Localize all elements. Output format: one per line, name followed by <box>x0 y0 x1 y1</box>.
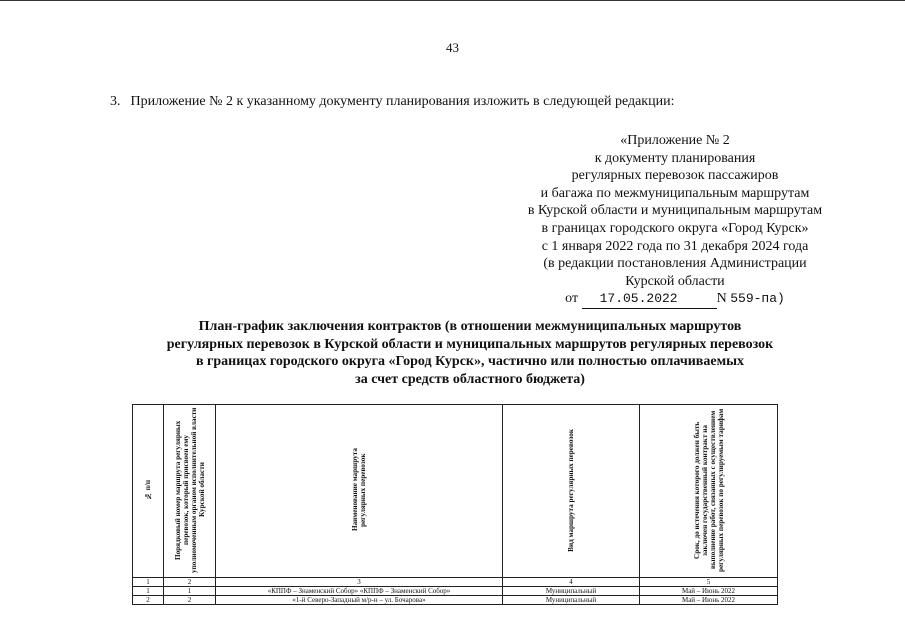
column-header: Вид маршрута регулярных перевозок <box>503 405 640 578</box>
annex-line: и багажа по межмуниципальным маршрутам <box>540 185 810 201</box>
column-number: 2 <box>164 578 216 587</box>
table-cell: 1 <box>133 587 164 596</box>
column-header: Наименование маршрута регулярных перевозок <box>216 405 503 578</box>
annex-line: в границах городского округа «Город Курск» <box>541 220 809 236</box>
table-row <box>133 587 778 596</box>
column-number-row <box>133 578 778 587</box>
table-cell: 1 <box>164 587 216 596</box>
annex-line: «Приложение № 2 <box>620 133 730 148</box>
annex-line: (в редакции постановления Администрации <box>543 256 807 272</box>
column-number: 1 <box>133 578 164 587</box>
column-number: 5 <box>640 578 778 587</box>
column-header: № п/п <box>133 405 164 578</box>
annex-line: регулярных перевозок пассажиров <box>571 168 779 184</box>
annex-date-line <box>480 290 870 309</box>
document-title <box>100 318 840 388</box>
table-cell: Май – Июнь 2022 <box>640 587 778 596</box>
annex-header <box>480 132 870 309</box>
column-header: Порядковый номер маршрута регулярных перевозок, который присвоен ему уполномоченным органом исполнительной власти Курской области <box>164 405 216 578</box>
annex-line: с 1 января 2022 года по 31 декабря 2024 года <box>541 238 809 254</box>
column-number: 3 <box>216 578 503 587</box>
contract-schedule-table <box>132 404 778 605</box>
table-header-row <box>133 405 778 578</box>
annex-line: Курской области <box>625 273 725 289</box>
number-prefix: N <box>716 291 727 307</box>
table-cell: Муниципальный <box>503 587 640 596</box>
title-line: в границах городского округа «Город Курск», частично или полностью оплачиваемых <box>195 354 745 369</box>
column-header: Срок, до истечения которого должен быть заключен государственный контракт на выполнение работ, связанных с осуществлением регулярных перевозок по регулируемым тарифам <box>640 405 778 578</box>
table-row <box>133 596 778 605</box>
table-cell: Муниципальный <box>503 596 640 605</box>
page-top-edge <box>0 0 905 1</box>
table-cell: 2 <box>164 596 216 605</box>
table-cell: «1-й Северо-Западный м/р-н – ул. Бочарова» <box>216 596 503 605</box>
page-number: 43 <box>446 40 459 55</box>
annex-line: в Курской области и муниципальным маршрутам <box>527 203 823 219</box>
item-number: 3. <box>110 94 121 109</box>
amendment-item <box>110 94 674 110</box>
table-cell: Май – Июнь 2022 <box>640 596 778 605</box>
table-cell: «КППФ – Знаменский Собор» «КППФ – Знаменский Собор» <box>216 587 503 596</box>
column-number: 4 <box>503 578 640 587</box>
annex-line: к документу планирования <box>594 150 756 166</box>
title-line: План-график заключения контрактов (в отношении межмуниципальных маршрутов <box>198 319 742 334</box>
title-line: регулярных перевозок в Курской области и муниципальных маршрутов регулярных перевозок <box>166 336 774 352</box>
date-prefix: от <box>565 291 579 307</box>
table-cell: 2 <box>133 596 164 605</box>
decree-number: 559-па) <box>730 291 785 307</box>
item-text: Приложение № 2 к указанному документу планирования изложить в следующей редакции: <box>130 94 675 109</box>
title-line: за счет средств областного бюджета) <box>355 371 585 387</box>
decree-date: 17.05.2022 <box>582 290 717 309</box>
